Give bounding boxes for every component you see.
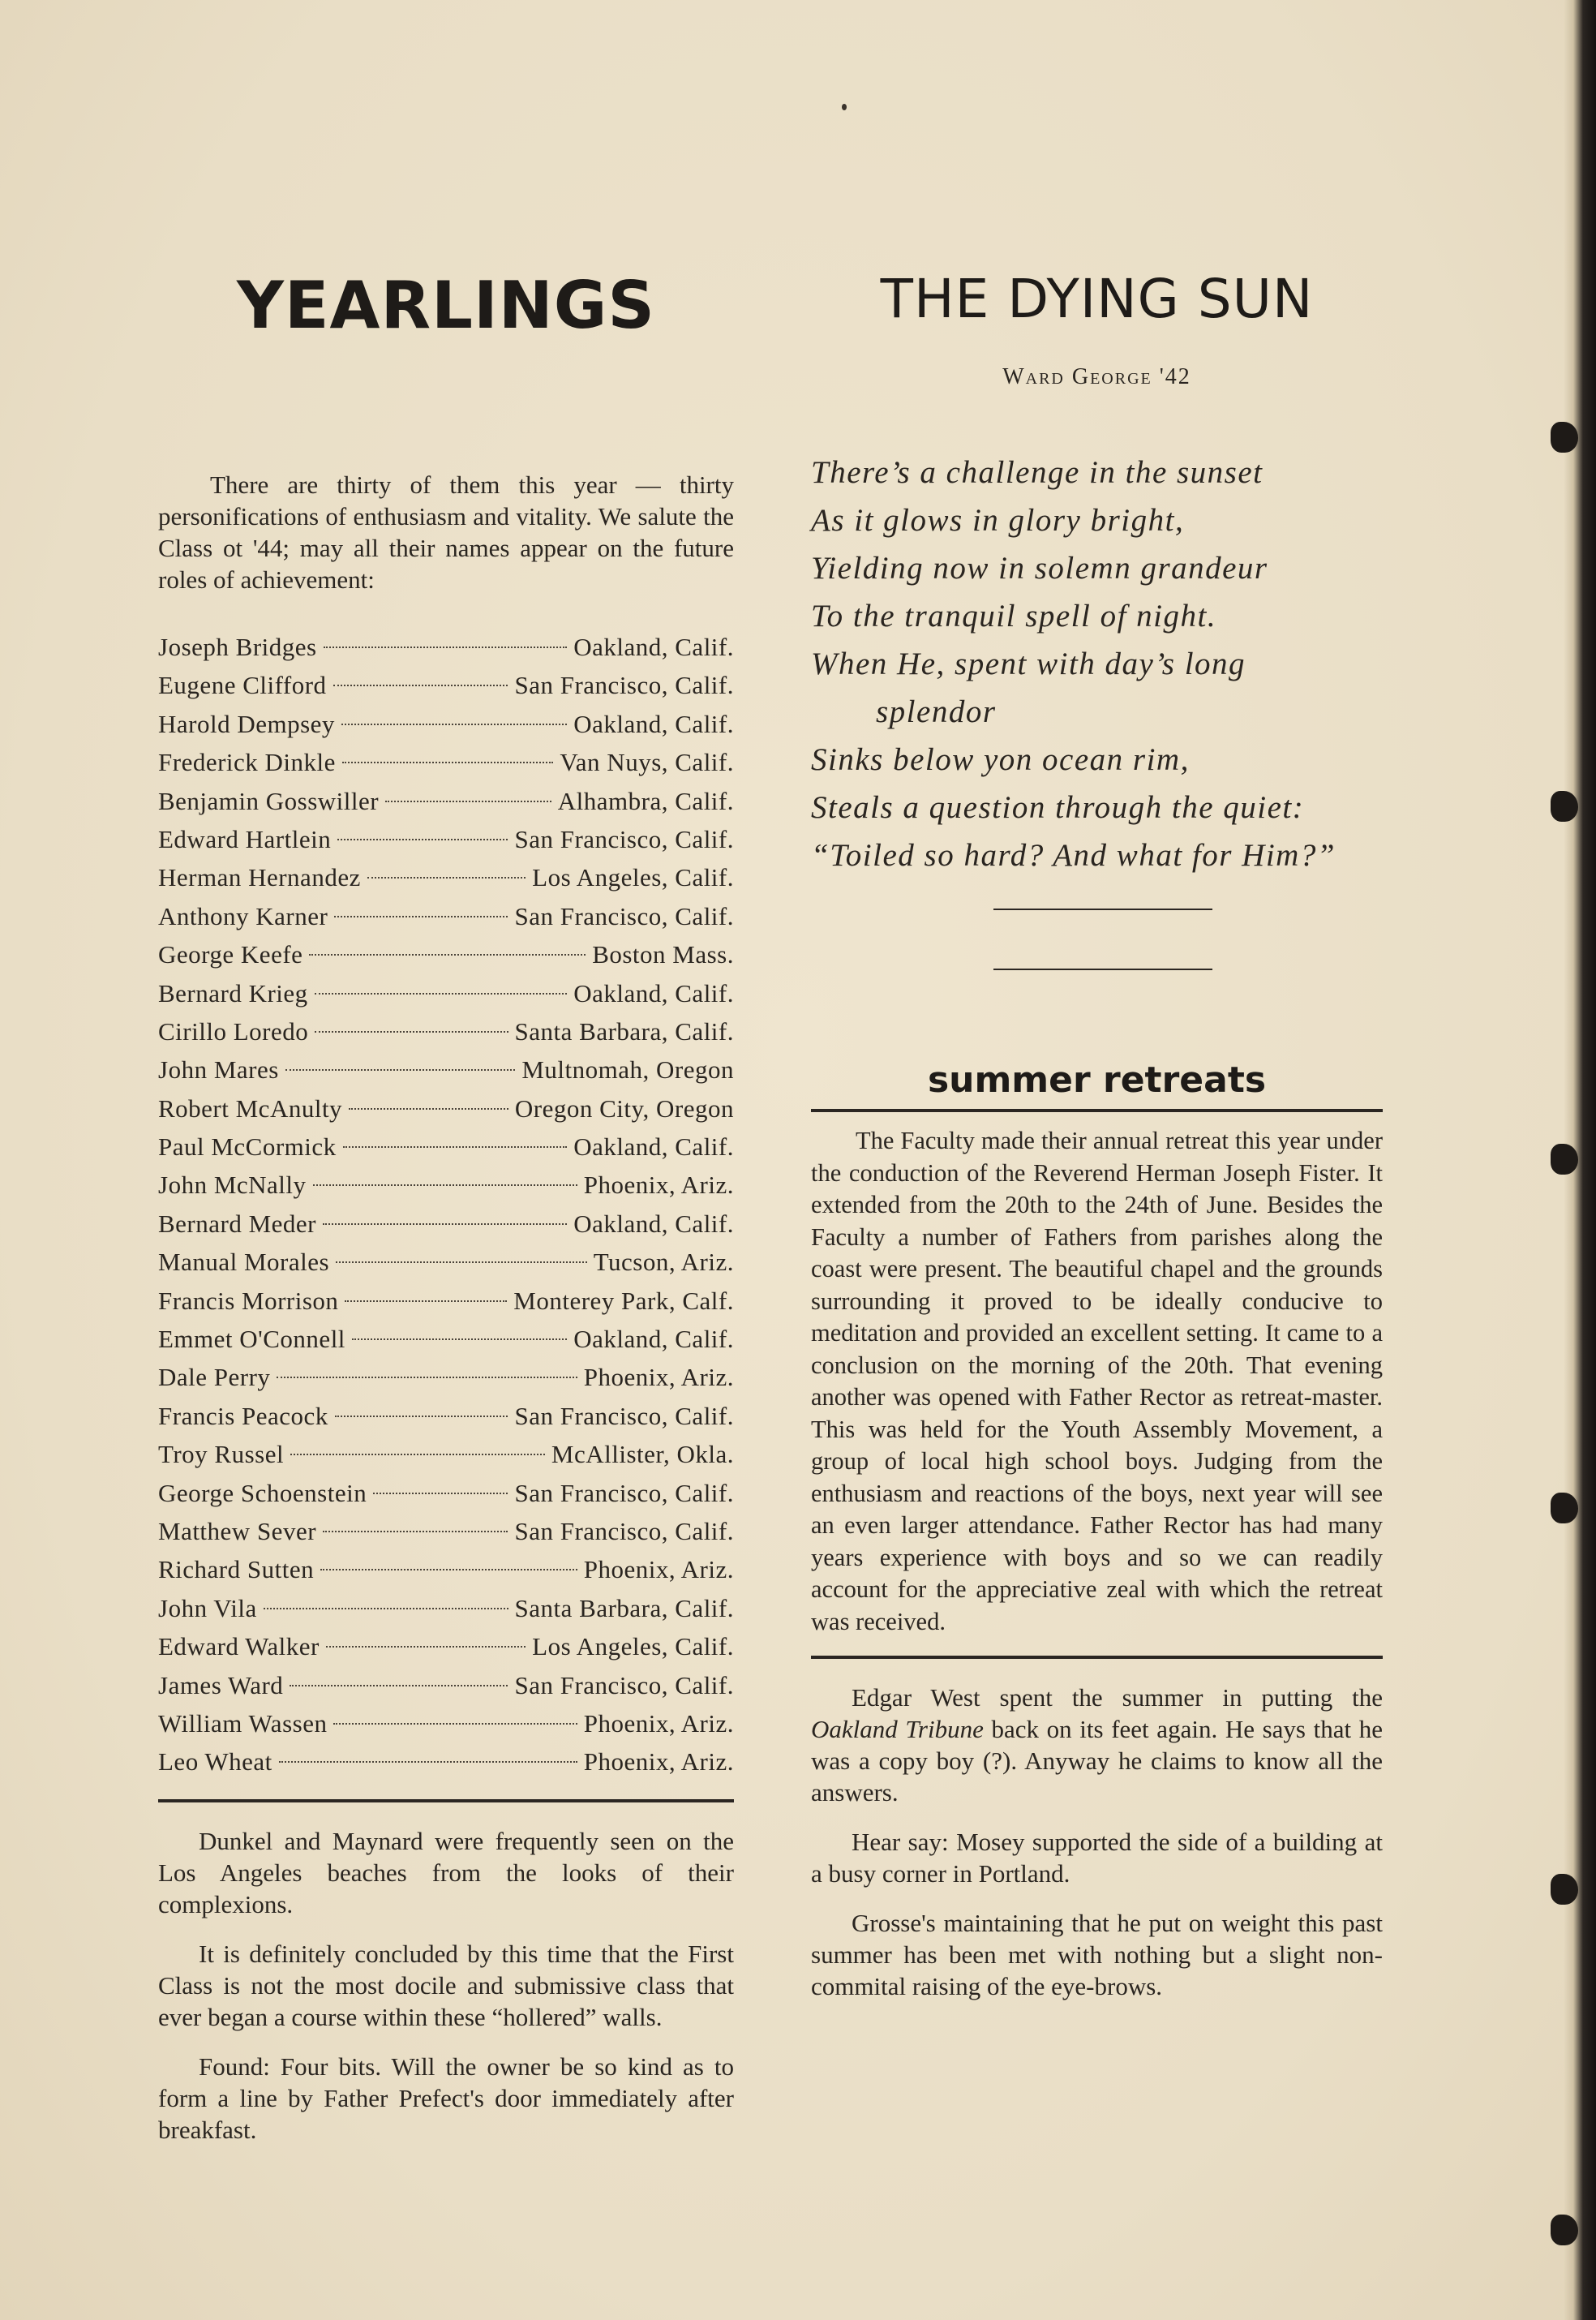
roster-entry bbox=[158, 1512, 734, 1550]
roster-name: James Ward bbox=[158, 1670, 284, 1699]
roster-entry bbox=[158, 1474, 734, 1512]
dot-leader bbox=[279, 1761, 577, 1763]
roster-entry bbox=[158, 1205, 734, 1243]
page-edge-notch bbox=[1551, 791, 1578, 822]
roster-entry bbox=[158, 820, 734, 858]
dot-leader bbox=[385, 801, 551, 802]
roster-hometown: Phoenix, Ariz. bbox=[583, 1747, 734, 1777]
roster-entry bbox=[158, 1166, 734, 1204]
newspaper-title: Oakland Tribune bbox=[811, 1715, 984, 1743]
dot-leader bbox=[277, 1377, 577, 1378]
poem-line: To the tranquil spell of night. bbox=[811, 599, 1217, 634]
dot-leader bbox=[336, 1261, 587, 1263]
yearlings-intro: There are thirty of them this year — thirty personifications of enthusiasm and vitality. We salute the Class ot '44; may all their names appear on the future roles of achievement: bbox=[158, 470, 734, 594]
dot-leader bbox=[342, 762, 553, 763]
dot-leader bbox=[333, 1723, 577, 1725]
right-notes bbox=[811, 1682, 1383, 2002]
dot-leader bbox=[323, 1223, 567, 1225]
roster-entry bbox=[158, 1704, 734, 1742]
roster-entry bbox=[158, 1742, 734, 1781]
roster-entry bbox=[158, 1243, 734, 1281]
roster-name: Edward Hartlein bbox=[158, 824, 332, 853]
roster-name: Emmet O'Connell bbox=[158, 1325, 345, 1354]
section-divider bbox=[158, 1799, 734, 1802]
roster-name: Richard Sutten bbox=[158, 1555, 315, 1584]
roster-hometown: Los Angeles, Calif. bbox=[532, 863, 734, 892]
roster-hometown: Santa Barbara, Calif. bbox=[514, 1593, 734, 1622]
roster-entry bbox=[158, 1282, 734, 1320]
dot-leader bbox=[324, 647, 568, 648]
poem-byline: Ward George '42 bbox=[1002, 364, 1191, 389]
roster-hometown: Phoenix, Ariz. bbox=[583, 1708, 734, 1738]
page-edge-notch bbox=[1551, 1493, 1578, 1523]
dot-leader bbox=[345, 1300, 507, 1302]
section-divider bbox=[811, 1656, 1383, 1659]
roster-name: Eugene Clifford bbox=[158, 671, 327, 700]
roster-name: Joseph Bridges bbox=[158, 633, 317, 661]
poem-line: splendor bbox=[876, 694, 997, 729]
note-text: back on its feet again. He says that he was a copy boy (?). Anyway he claims to know all the answers. bbox=[811, 1715, 1384, 1807]
roster-hometown: Phoenix, Ariz. bbox=[583, 1555, 734, 1584]
roster-entry bbox=[158, 1089, 734, 1128]
roster-entry bbox=[158, 666, 734, 704]
dot-leader bbox=[264, 1608, 508, 1609]
roster-list bbox=[158, 628, 734, 1781]
roster-name: Manual Morales bbox=[158, 1248, 330, 1277]
dot-leader bbox=[349, 1108, 508, 1110]
roster-name: Dale Perry bbox=[158, 1363, 271, 1392]
roster-hometown: Oakland, Calif. bbox=[573, 709, 734, 738]
roster-hometown: Tucson, Ariz. bbox=[593, 1248, 734, 1277]
dot-leader bbox=[341, 724, 567, 725]
note-text: Edgar West spent the summer in putting the bbox=[852, 1683, 1383, 1712]
roster-name: Robert McAnulty bbox=[158, 1093, 343, 1123]
roster-entry bbox=[158, 1397, 734, 1435]
roster-hometown: Oakland, Calif. bbox=[573, 1209, 734, 1238]
roster-entry bbox=[158, 1627, 734, 1665]
poem-line: Steals a question through the quiet: bbox=[811, 790, 1305, 825]
poem-rule bbox=[993, 969, 1212, 970]
note-paragraph: Dunkel and Maynard were frequently seen on the Los Angeles beaches from the looks of their complexions. bbox=[158, 1826, 734, 1918]
roster-name: Herman Hernandez bbox=[158, 863, 361, 892]
poem-line: Yielding now in solemn grandeur bbox=[811, 551, 1268, 586]
roster-hometown: Santa Barbara, Calif. bbox=[514, 1016, 734, 1046]
poem-line: There’s a challenge in the sunset bbox=[811, 455, 1264, 490]
page-edge-notch bbox=[1551, 422, 1578, 453]
dot-leader bbox=[352, 1338, 567, 1340]
roster-hometown: Los Angeles, Calif. bbox=[532, 1632, 734, 1661]
roster-name: George Keefe bbox=[158, 940, 303, 969]
roster-hometown: San Francisco, Calif. bbox=[514, 671, 734, 700]
page-edge-notch bbox=[1551, 1144, 1578, 1175]
roster-hometown: Alhambra, Calif. bbox=[557, 786, 734, 815]
roster-entry bbox=[158, 1435, 734, 1473]
roster-name: Paul McCormick bbox=[158, 1132, 337, 1162]
roster-entry bbox=[158, 1050, 734, 1089]
roster-name: John Mares bbox=[158, 1055, 279, 1085]
roster-entry bbox=[158, 1589, 734, 1627]
roster-entry bbox=[158, 628, 734, 666]
roster-entry bbox=[158, 974, 734, 1012]
section-divider bbox=[811, 1109, 1383, 1112]
poem bbox=[811, 449, 1383, 879]
poem-rule bbox=[993, 909, 1212, 910]
note-paragraph bbox=[811, 1907, 1383, 2002]
roster-entry bbox=[158, 1012, 734, 1050]
section-title: summer retreats bbox=[927, 1059, 1267, 1101]
roster-name: Benjamin Gosswiller bbox=[158, 786, 380, 815]
roster-entry bbox=[158, 1320, 734, 1358]
roster-entry bbox=[158, 1550, 734, 1588]
dot-leader bbox=[313, 1184, 577, 1186]
poem-line: “Toiled so hard? And what for Him?” bbox=[811, 838, 1336, 873]
roster-hometown: Phoenix, Ariz. bbox=[583, 1363, 734, 1392]
roster-hometown: Oakland, Calif. bbox=[573, 633, 734, 661]
roster-hometown: Multnomah, Oregon bbox=[521, 1055, 734, 1085]
dot-leader bbox=[335, 1416, 508, 1417]
roster-name: William Wassen bbox=[158, 1708, 328, 1738]
dot-leader bbox=[323, 1531, 508, 1532]
roster-entry bbox=[158, 1358, 734, 1396]
note-paragraph bbox=[811, 1682, 1383, 1808]
dot-leader bbox=[315, 1031, 508, 1033]
roster-entry bbox=[158, 705, 734, 743]
roster-hometown: Monterey Park, Calf. bbox=[513, 1286, 734, 1315]
retreat-paragraph: The Faculty made their annual retreat this year under the conduction of the Reverend Herman Joseph Fister. It extended from the 20th to the 24th of June. Besides the Faculty a number of Fathers from parishes along the coast were present. The beautiful chapel and the grounds surrounding it proved to be ideally conducive to meditation and provided an excellent setting. It came to a conclusion on the morning of the 20th. That evening another was opened with Father Rector as retreat-master. This was held for the Youth Assembly Movement, a group of local high school boys. Judging from the enthusiasm and reactions of the boys, next year will see an even larger attendance. Father Rector has had many years experience with boys and so we can readily account for the appreciative zeal with which the retreat was received. bbox=[811, 1127, 1383, 1635]
poem-line: Sinks below yon ocean rim, bbox=[811, 742, 1190, 777]
roster-entry bbox=[158, 743, 734, 781]
dot-leader bbox=[334, 916, 508, 917]
poem-title: THE DYING SUN bbox=[880, 268, 1314, 330]
dying-sun-column bbox=[811, 268, 1383, 2020]
yearlings-title: YEARLINGS bbox=[236, 268, 656, 343]
dot-leader bbox=[367, 877, 526, 879]
roster-name: Cirillo Loredo bbox=[158, 1016, 309, 1046]
roster-name: Francis Peacock bbox=[158, 1401, 328, 1430]
roster-name: Bernard Krieg bbox=[158, 978, 308, 1007]
roster-hometown: San Francisco, Calif. bbox=[514, 1670, 734, 1699]
roster-name: John Vila bbox=[158, 1593, 257, 1622]
roster-hometown: Oakland, Calif. bbox=[573, 1132, 734, 1162]
roster-hometown: Boston Mass. bbox=[592, 940, 734, 969]
roster-entry bbox=[158, 1666, 734, 1704]
note-paragraph: Found: Four bits. Will the owner be so kind as to form a line by Father Prefect's door immediately after breakfast. bbox=[158, 2051, 734, 2144]
dot-leader bbox=[337, 839, 508, 840]
roster-name: Frederick Dinkle bbox=[158, 748, 336, 777]
roster-hometown: Van Nuys, Calif. bbox=[560, 748, 734, 777]
dot-leader bbox=[320, 1569, 577, 1570]
roster-name: Bernard Meder bbox=[158, 1209, 316, 1238]
dot-leader bbox=[309, 954, 586, 956]
dot-leader bbox=[333, 685, 508, 686]
dot-leader bbox=[373, 1493, 508, 1494]
roster-hometown: Oregon City, Oregon bbox=[514, 1093, 734, 1123]
roster-name: George Schoenstein bbox=[158, 1478, 367, 1507]
dot-leader bbox=[343, 1146, 568, 1148]
roster-hometown: McAllister, Okla. bbox=[551, 1440, 734, 1469]
dot-leader bbox=[326, 1646, 526, 1648]
note-paragraph: It is definitely concluded by this time that the First Class is not the most docile and submissive class that ever began a course within these “hollered” walls. bbox=[158, 1939, 734, 2031]
note-text: Hear say: Mosey supported the side of a building at a busy corner in Portland. bbox=[811, 1828, 1383, 1888]
roster-hometown: San Francisco, Calif. bbox=[514, 1516, 734, 1545]
roster-hometown: Oakland, Calif. bbox=[573, 1325, 734, 1354]
speck bbox=[842, 104, 847, 110]
roster-hometown: San Francisco, Calif. bbox=[514, 901, 734, 930]
roster-name: Troy Russel bbox=[158, 1440, 285, 1469]
roster-name: Anthony Karner bbox=[158, 901, 328, 930]
left-notes bbox=[158, 1825, 734, 2146]
roster-name: Matthew Sever bbox=[158, 1516, 317, 1545]
roster-entry bbox=[158, 1128, 734, 1166]
roster-hometown: San Francisco, Calif. bbox=[514, 1401, 734, 1430]
roster-name: Francis Morrison bbox=[158, 1286, 339, 1315]
roster-entry bbox=[158, 935, 734, 973]
roster-entry bbox=[158, 858, 734, 896]
dot-leader bbox=[290, 1454, 545, 1455]
yearlings-column bbox=[158, 268, 734, 2163]
dot-leader bbox=[315, 993, 568, 995]
roster-hometown: Oakland, Calif. bbox=[573, 978, 734, 1007]
page-edge-notch bbox=[1551, 1874, 1578, 1905]
roster-entry bbox=[158, 782, 734, 820]
roster-name: Harold Dempsey bbox=[158, 709, 335, 738]
roster-name: Leo Wheat bbox=[158, 1747, 272, 1777]
poem-line: As it glows in glory bright, bbox=[811, 503, 1185, 538]
note-paragraph bbox=[811, 1826, 1383, 1889]
dot-leader bbox=[290, 1685, 508, 1686]
roster-hometown: San Francisco, Calif. bbox=[514, 1478, 734, 1507]
roster-hometown: Phoenix, Ariz. bbox=[583, 1171, 734, 1200]
roster-name: Edward Walker bbox=[158, 1632, 320, 1661]
page-edge-notch bbox=[1551, 2215, 1578, 2245]
roster-name: John McNally bbox=[158, 1171, 307, 1200]
dot-leader bbox=[285, 1069, 516, 1071]
roster-entry bbox=[158, 897, 734, 935]
roster-hometown: San Francisco, Calif. bbox=[514, 824, 734, 853]
poem-line: When He, spent with day’s long bbox=[811, 647, 1246, 681]
note-text: Grosse's maintaining that he put on weight this past summer has been met with nothing but a slight non-commital raising of the eye-brows. bbox=[811, 1909, 1383, 2000]
